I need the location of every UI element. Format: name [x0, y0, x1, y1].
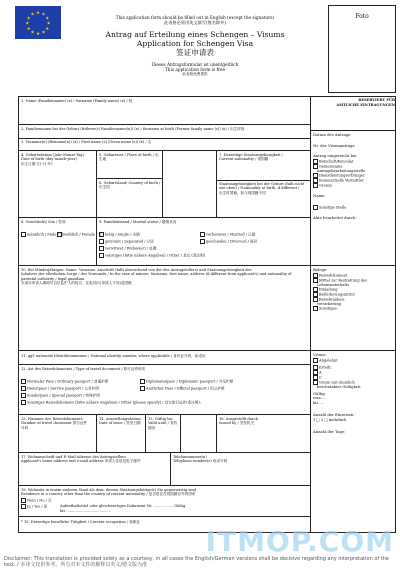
checkbox-icon: [21, 232, 26, 237]
visa-refused[interactable]: [313, 358, 395, 363]
guardian-label-de: 10. Bei Minderjährigen: Name, Vorname, Anschrift (falls abweichend von der des Antragstellers) und Staatsangehörigkeit des: [21, 268, 252, 272]
field-date-of-issue[interactable]: [99, 417, 144, 426]
form-title-en: Application for Schengen Visa: [136, 38, 254, 48]
visa-ltv-label: Visum mit räumlich: [319, 380, 355, 385]
disclaimer-footer: Disclaimer: This translation is provided solely as a courtesy, in all cases the English/German versions shall be decisive regarding any interpretation of the text. / 本译文仅供参考。所有对本文件的解释以英文/德文版为准: [4, 556, 389, 568]
issued-by-label-en: Issued by / 签发机关: [219, 421, 255, 426]
marital-divorced-label: geschieden / Divorced / 离异: [206, 239, 258, 244]
checkbox-icon: [200, 232, 205, 237]
checkbox-icon: [313, 183, 318, 188]
field-doc-number[interactable]: [21, 417, 95, 430]
filed-other-label: Sonstige Stelle: [319, 205, 347, 210]
issue-date-label-en: Date of issue / 签发日期: [99, 421, 141, 426]
sidebar-days: Anzahl der Tage:: [313, 428, 346, 434]
field-date-of-birth[interactable]: [21, 153, 93, 166]
marital-widowed-label: verwitwet / Widow(er) / 丧偶: [105, 246, 157, 251]
svg-text:★: ★: [26, 26, 31, 32]
sidebar-date: Datum des Antrags:: [313, 132, 352, 137]
marital-other[interactable]: [99, 253, 205, 258]
field-sex: 8. Geschlecht/ Sex / 性别: [21, 220, 66, 224]
valid-from[interactable]: vom.....: [313, 396, 327, 401]
residence-label-en: Residence in a country other than the country of current nationality / 是否居住在现国籍以外的国家: [21, 492, 196, 497]
filed-other[interactable]: [313, 205, 395, 210]
marital-single-label: ledig / Single / 未婚: [105, 232, 140, 237]
residence-yes[interactable]: [21, 504, 47, 509]
doc-special[interactable]: [21, 393, 100, 398]
checkbox-icon: [21, 400, 26, 405]
doc-special-label: Sonderpass / Special passport / 特殊护照: [27, 393, 100, 398]
field-surname-at-birth[interactable]: 2. Familienname bei der Geburt (frühere(r) Familienname(n)) (x) / Surname at birth (Former family name (s)) (x) / 出生时姓: [21, 127, 245, 131]
filed-border[interactable]: [313, 183, 395, 188]
nationality-birth-label: Staatsangehörigkeit bei der Geburt (falls nicht wie oben) / Nationality at birth, if different /: [219, 182, 305, 191]
photo-label: Foto: [355, 13, 369, 20]
visa-a-label: A: [319, 370, 322, 375]
svg-text:★: ★: [45, 26, 50, 32]
address-label-en: Applicant's home address and e-mail address 申请人住址及电子邮件: [21, 459, 141, 464]
sidebar-filed-at: Antrag eingereicht bei: [313, 153, 357, 159]
checkbox-icon: [313, 278, 318, 283]
checkbox-icon: [99, 253, 104, 258]
marital-widowed[interactable]: [99, 246, 156, 251]
residence-label-de: 18. Wohnsitz in einem anderen Staat als dem, dessen Staatsangehörige(r) Sie gegenwärtig sind: [21, 488, 196, 492]
sidebar-name: Name:: [313, 193, 326, 199]
field-marital-status: 9. Familienstand / Marital status / 婚姻状况: [99, 220, 177, 224]
visa-refused-label: Abgelehnt: [319, 358, 338, 363]
marital-separated-label: getrennt / Separated / 分居: [105, 239, 154, 244]
filed-common-label: Gemeinsame: [319, 164, 343, 169]
doc-other[interactable]: [21, 400, 201, 405]
form-title-cn: 签证申请表: [176, 47, 214, 57]
svg-text:★: ★: [30, 30, 35, 36]
official-use-sidebar: [313, 98, 395, 107]
header-note-cn: 此表格必须用英文填写(签名除外): [164, 20, 226, 25]
field-issued-by[interactable]: [219, 417, 308, 426]
sex-female-label: weiblich / Female / 女: [63, 232, 103, 237]
nationality-label-de: 7. Derzeitige Staatsangehörigkeit /: [219, 153, 283, 157]
nationality-label-en: Current nationality / 现国籍: [219, 157, 269, 162]
svg-text:★: ★: [26, 16, 31, 22]
checkbox-icon: [313, 380, 318, 385]
marital-other-label: sonstiges (bitte nähere Angaben) / Other / 其它 (请注明): [105, 253, 206, 258]
svg-text:★: ★: [35, 11, 41, 17]
eu-flag-logo: [15, 6, 61, 39]
sidebar-handled: Akte bearbeitet durch:: [313, 214, 357, 220]
sex-option-female[interactable]: [57, 232, 102, 237]
filed-embassy-label: Botschaft/Konsulat: [319, 159, 354, 164]
doc-ordinary-label: Normaler Pass / Ordinary passport / 普通护照: [27, 379, 109, 384]
field-country-of-birth[interactable]: 6. Geburtsland/ Country of birth / 出生国: [99, 181, 161, 190]
valid-to[interactable]: bis.....: [313, 400, 325, 405]
marital-single[interactable]: [99, 232, 140, 237]
svg-text:★: ★: [25, 21, 30, 27]
free-note-de: Dieses Antragsformular ist unentgeltlich: [151, 62, 239, 67]
field-residence-other-country: [21, 488, 307, 497]
field-valid-until[interactable]: [148, 417, 179, 430]
checkbox-icon: [200, 239, 205, 244]
residence-no[interactable]: [21, 498, 52, 503]
phone-label-en: Telephone number(s) 电话号码: [173, 459, 228, 464]
reserved-heading: RESERVIERT FÜR: [358, 98, 395, 102]
marital-married[interactable]: [200, 232, 255, 237]
doc-diplomatic-label: Diplomatenpass / Diplomatic passport / 外交护照: [146, 379, 234, 384]
svg-text:★: ★: [30, 12, 35, 18]
docs-means-label: Mittel zur Bestreitung des: [319, 278, 368, 283]
residence-yes-label: Ja / Yes / 是: [27, 504, 48, 509]
checkbox-icon: [99, 232, 104, 237]
docs-other-label: Sonstiges:: [319, 306, 338, 311]
svg-text:★: ★: [45, 16, 50, 22]
doc-ordinary[interactable]: [21, 379, 108, 384]
sex-male-label: männlich / Male / 男: [27, 232, 64, 237]
filed-border-label: Grenze: [319, 183, 333, 188]
filed-commercial-label: Kommerzielle Vermittler: [319, 178, 364, 183]
svg-text:★: ★: [41, 30, 46, 36]
dob-label-de: 4. Geburtsdatum (Jahr-Monat-Tag): [21, 153, 84, 157]
reserved-heading-2: AMTLICHE EINTRAGUNGEN: [336, 102, 395, 107]
svg-text:★: ★: [35, 32, 41, 37]
field-first-name[interactable]: 3. Vorname(n) (Beiname(n)) (x) / First name (s) (Given name (s)) (x) / 名: [21, 140, 152, 144]
free-note-en: This application form is free: [165, 67, 225, 72]
checkbox-icon: [21, 379, 26, 384]
checkbox-icon: [21, 498, 26, 503]
checkbox-icon: [21, 393, 26, 398]
checkbox-icon: [313, 306, 318, 311]
valid-until-label-de: 15. Gültig bis: [148, 417, 173, 421]
checkbox-icon: [21, 386, 26, 391]
photo-box[interactable]: [328, 5, 396, 93]
doc-number-label-cn: 号码: [21, 425, 29, 430]
checkbox-icon: [99, 246, 104, 251]
entries-options[interactable]: 1 □ 2 □ mehrfach: [313, 417, 347, 422]
doc-other-label: Sonstiges Reisedokument (bitte nähere Angaben) / Other (please specify) / 其它旅行证件(请注明):: [27, 400, 201, 405]
site-watermark: ITMOP.COM: [205, 525, 394, 558]
filed-provider-label: Dienstleistungserbringer: [319, 173, 365, 178]
docs-insurance-2: versicherung: [317, 301, 341, 306]
header-note-en: This application form should be filled out in English (except the signature): [115, 15, 275, 20]
field-nationality-at-birth[interactable]: [219, 182, 308, 195]
form-title-de: Antrag auf Erteilung eines Schengen – Visums: [105, 30, 285, 39]
dob-label-cn: 出生日期 (日-月-年): [21, 161, 53, 166]
checkbox-icon: [140, 386, 145, 391]
doc-official[interactable]: [140, 386, 225, 391]
field-place-of-birth[interactable]: 5. Geburtsort / Place of birth / 出生地: [99, 153, 159, 162]
docs-means-2: Lebensunterhalts: [317, 282, 349, 287]
issue-date-label-de: 14. Ausstellungsdatum: [99, 417, 141, 421]
marital-divorced[interactable]: [200, 239, 257, 244]
residence-no-label: Nein / No / 否: [27, 498, 52, 503]
valid-until-label-en: Valid until / 有效期至: [148, 421, 178, 430]
visa-issued-label: Erteilt:: [319, 365, 332, 370]
phone-label-de: Telefonnummer(n): [173, 455, 207, 459]
field-telephone[interactable]: [173, 455, 308, 464]
svg-text:★: ★: [46, 21, 51, 27]
visa-ltv-2: beschränkter Gültigkeit: [317, 384, 361, 389]
checkbox-icon: [313, 358, 318, 363]
field-surname[interactable]: 1. Name (Familienname) (x) / Surname (Family name) (x) / 姓: [21, 99, 133, 103]
issued-by-label-de: 16. Ausgestellt durch: [219, 417, 258, 421]
docs-other[interactable]: [313, 306, 395, 311]
doc-service-label: Dienstpass / Service passport / 公务护照: [27, 386, 99, 391]
checkbox-icon: [21, 504, 26, 509]
nationality-birth-label-cn: 出生时国籍，如与现国籍不同: [219, 190, 266, 195]
residence-permit-number[interactable]: Aufenthaltstitel oder gleichwertiges Dokument Nr. ................. Gültig: [60, 504, 186, 508]
docs-invitation-label: Einladung: [319, 287, 338, 292]
field-home-address[interactable]: [21, 455, 169, 464]
field-guardian[interactable]: [21, 268, 307, 285]
svg-text:★: ★: [41, 12, 46, 18]
free-note-cn: 此表格免费提供: [182, 72, 208, 76]
doc-official-label: Amtlicher Pass / Official passport / 因公护照: [146, 386, 225, 391]
marital-married-label: verheiratet / Married / 已婚: [206, 232, 256, 237]
doc-number-label-de: 13. Nummer des Reisedokuments: [21, 417, 83, 421]
sidebar-nr: Nr. des Visumantrags: [313, 142, 355, 148]
checkbox-icon: [140, 379, 145, 384]
docs-insurance-label: Reisekranken-: [319, 297, 346, 302]
field-occupation[interactable]: * 19. Derzeitige berufliche Tätigkeit / Current occupation / 现职业: [21, 520, 141, 524]
field-nationality[interactable]: [219, 153, 308, 162]
sidebar-entries: Anzahl der Einreisen:: [313, 412, 355, 418]
marital-separated[interactable]: [99, 239, 154, 244]
checkbox-icon: [313, 205, 318, 210]
field-travel-doc-type: 12. Art des Reisedokuments / Type of travel document / 旅行证件种类: [21, 367, 146, 371]
docs-travel-label: Reisedokument: [319, 273, 348, 278]
guardian-label-cn: 未成年申请人填明写自法监护人的姓名、住址(如与申请人不同)及国籍: [21, 280, 132, 285]
visa-c-label: C: [319, 375, 322, 380]
checkbox-icon: [57, 232, 62, 237]
filed-common-2: Antragsbearbeitungsstelle: [317, 168, 366, 173]
address-label-de: 17. Wohnanschrift und E-Mail-Adresse des Antragstellers: [21, 455, 126, 459]
docs-transport-label: Beförderungsmittel: [319, 292, 355, 297]
field-national-id[interactable]: 11. ggf. nationale Identitätsnummer / National identity number, where applicable / 身份证号码，如适用: [21, 354, 206, 358]
doc-diplomatic[interactable]: [140, 379, 233, 384]
guardian-label-en: Inhabers der elterlichen Sorge / des Vormunds / In the case of minors: Surname, first name, address (if different from applicant's) and nationality of parental authority / legal guardian: [21, 272, 292, 281]
doc-number-label-en: Number of travel document 旅行证件: [21, 421, 88, 426]
sidebar-valid: Gültig: [313, 390, 325, 396]
dob-label-en: Date of birth (day-month-year): [21, 157, 77, 162]
doc-service[interactable]: [21, 386, 99, 391]
sidebar-docs: Belege:: [313, 267, 328, 272]
residence-permit-valid[interactable]: bis .......................................: [60, 509, 111, 513]
sidebar-visa: Visum:: [313, 352, 327, 357]
checkbox-icon: [99, 239, 104, 244]
